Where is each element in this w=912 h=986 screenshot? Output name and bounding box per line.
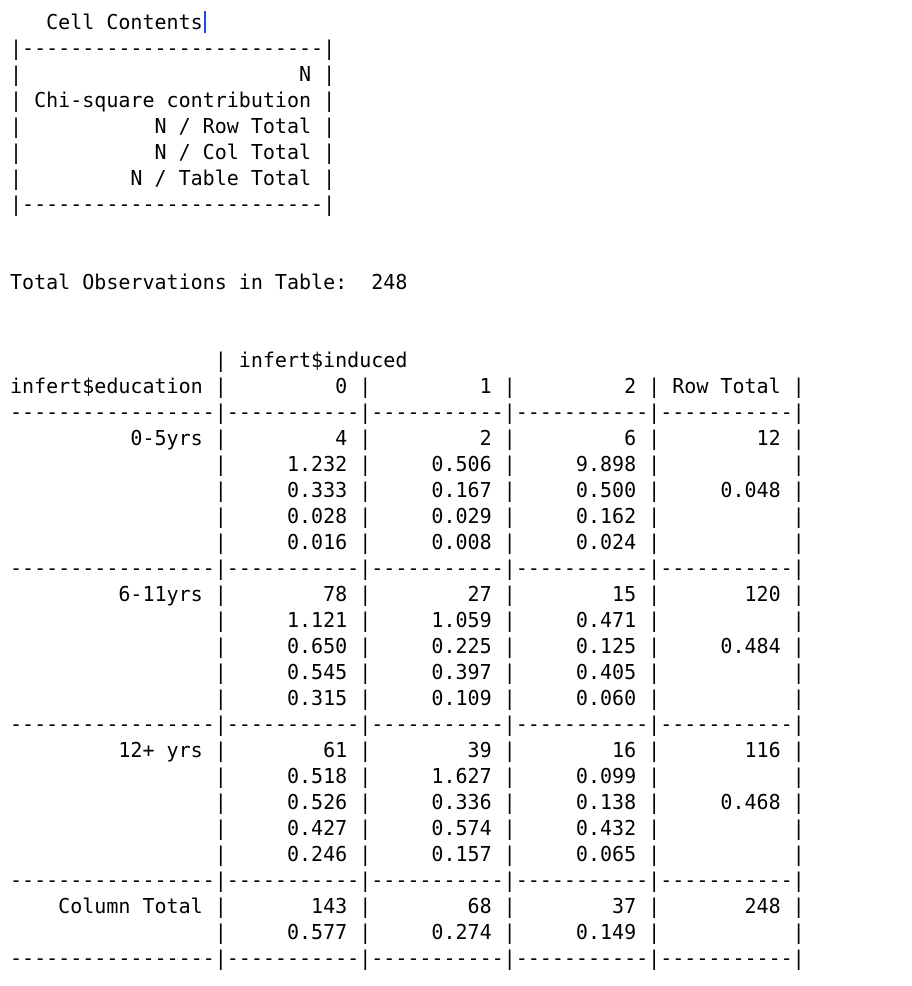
cell-contents-legend-n: | N |: [10, 62, 336, 86]
total-observations-line: Total Observations in Table: 248: [10, 270, 408, 294]
crosstab-row-0-5yrs-chi-square: | 1.232 | 0.506 | 9.898 | |: [10, 452, 805, 476]
crosstab-row-6-11yrs-col-prop: | 0.545 | 0.397 | 0.405 | |: [10, 660, 805, 684]
crosstab-column-variable-header: | infert$induced: [10, 348, 408, 372]
crosstab-row-6-11yrs-table-prop: | 0.315 | 0.109 | 0.060 | |: [10, 686, 805, 710]
console-output[interactable]: [10, 9, 805, 971]
crosstab-divider: -----------------|-----------|-----------|-----------|-----------|: [10, 712, 805, 736]
crosstab-row-6-11yrs-chi-square: | 1.121 | 1.059 | 0.471 | |: [10, 608, 805, 632]
crosstab-divider: -----------------|-----------|-----------|-----------|-----------|: [10, 946, 805, 970]
cell-contents-legend-row-total: | N / Row Total |: [10, 114, 336, 138]
cell-contents-legend-col-total: | N / Col Total |: [10, 140, 336, 164]
crosstab-divider: -----------------|-----------|-----------|-----------|-----------|: [10, 556, 805, 580]
cell-contents-title-text: Cell Contents: [10, 10, 203, 34]
crosstab-row-6-11yrs-row-prop: | 0.650 | 0.225 | 0.125 | 0.484 |: [10, 634, 805, 658]
crosstab-row-0-5yrs-row-prop: | 0.333 | 0.167 | 0.500 | 0.048 |: [10, 478, 805, 502]
cell-contents-title: [10, 9, 805, 35]
crosstab-row-12plus-yrs-table-prop: | 0.246 | 0.157 | 0.065 | |: [10, 842, 805, 866]
cell-contents-legend-chi-square: | Chi-square contribution |: [10, 88, 336, 112]
crosstab-divider: -----------------|-----------|-----------|-----------|-----------|: [10, 868, 805, 892]
crosstab-row-12plus-yrs-row-prop: | 0.526 | 0.336 | 0.138 | 0.468 |: [10, 790, 805, 814]
blank-line: [10, 321, 805, 347]
crosstab-column-total-prop: | 0.577 | 0.274 | 0.149 | |: [10, 920, 805, 944]
cell-contents-legend-table-total: | N / Table Total |: [10, 166, 336, 190]
crosstab-divider: -----------------|-----------|-----------|-----------|-----------|: [10, 400, 805, 424]
text-cursor: [204, 11, 206, 33]
blank-line: [10, 217, 805, 243]
crosstab-row-6-11yrs-n: 6-11yrs | 78 | 27 | 15 | 120 |: [10, 582, 805, 606]
crosstab-row-0-5yrs-col-prop: | 0.028 | 0.029 | 0.162 | |: [10, 504, 805, 528]
crosstab-row-0-5yrs-table-prop: | 0.016 | 0.008 | 0.024 | |: [10, 530, 805, 554]
crosstab-row-0-5yrs-n: 0-5yrs | 4 | 2 | 6 | 12 |: [10, 426, 805, 450]
crosstab-column-total-n: Column Total | 143 | 68 | 37 | 248 |: [10, 894, 805, 918]
crosstab-row-12plus-yrs-col-prop: | 0.427 | 0.574 | 0.432 | |: [10, 816, 805, 840]
cell-contents-border-top: |-------------------------|: [10, 36, 336, 60]
crosstab-row-12plus-yrs-n: 12+ yrs | 61 | 39 | 16 | 116 |: [10, 738, 805, 762]
blank-line: [10, 243, 805, 269]
blank-line: [10, 295, 805, 321]
cell-contents-border-bottom: |-------------------------|: [10, 192, 336, 216]
crosstab-header-row: infert$education | 0 | 1 | 2 | Row Total |: [10, 374, 805, 398]
crosstab-row-12plus-yrs-chi-square: | 0.518 | 1.627 | 0.099 | |: [10, 764, 805, 788]
